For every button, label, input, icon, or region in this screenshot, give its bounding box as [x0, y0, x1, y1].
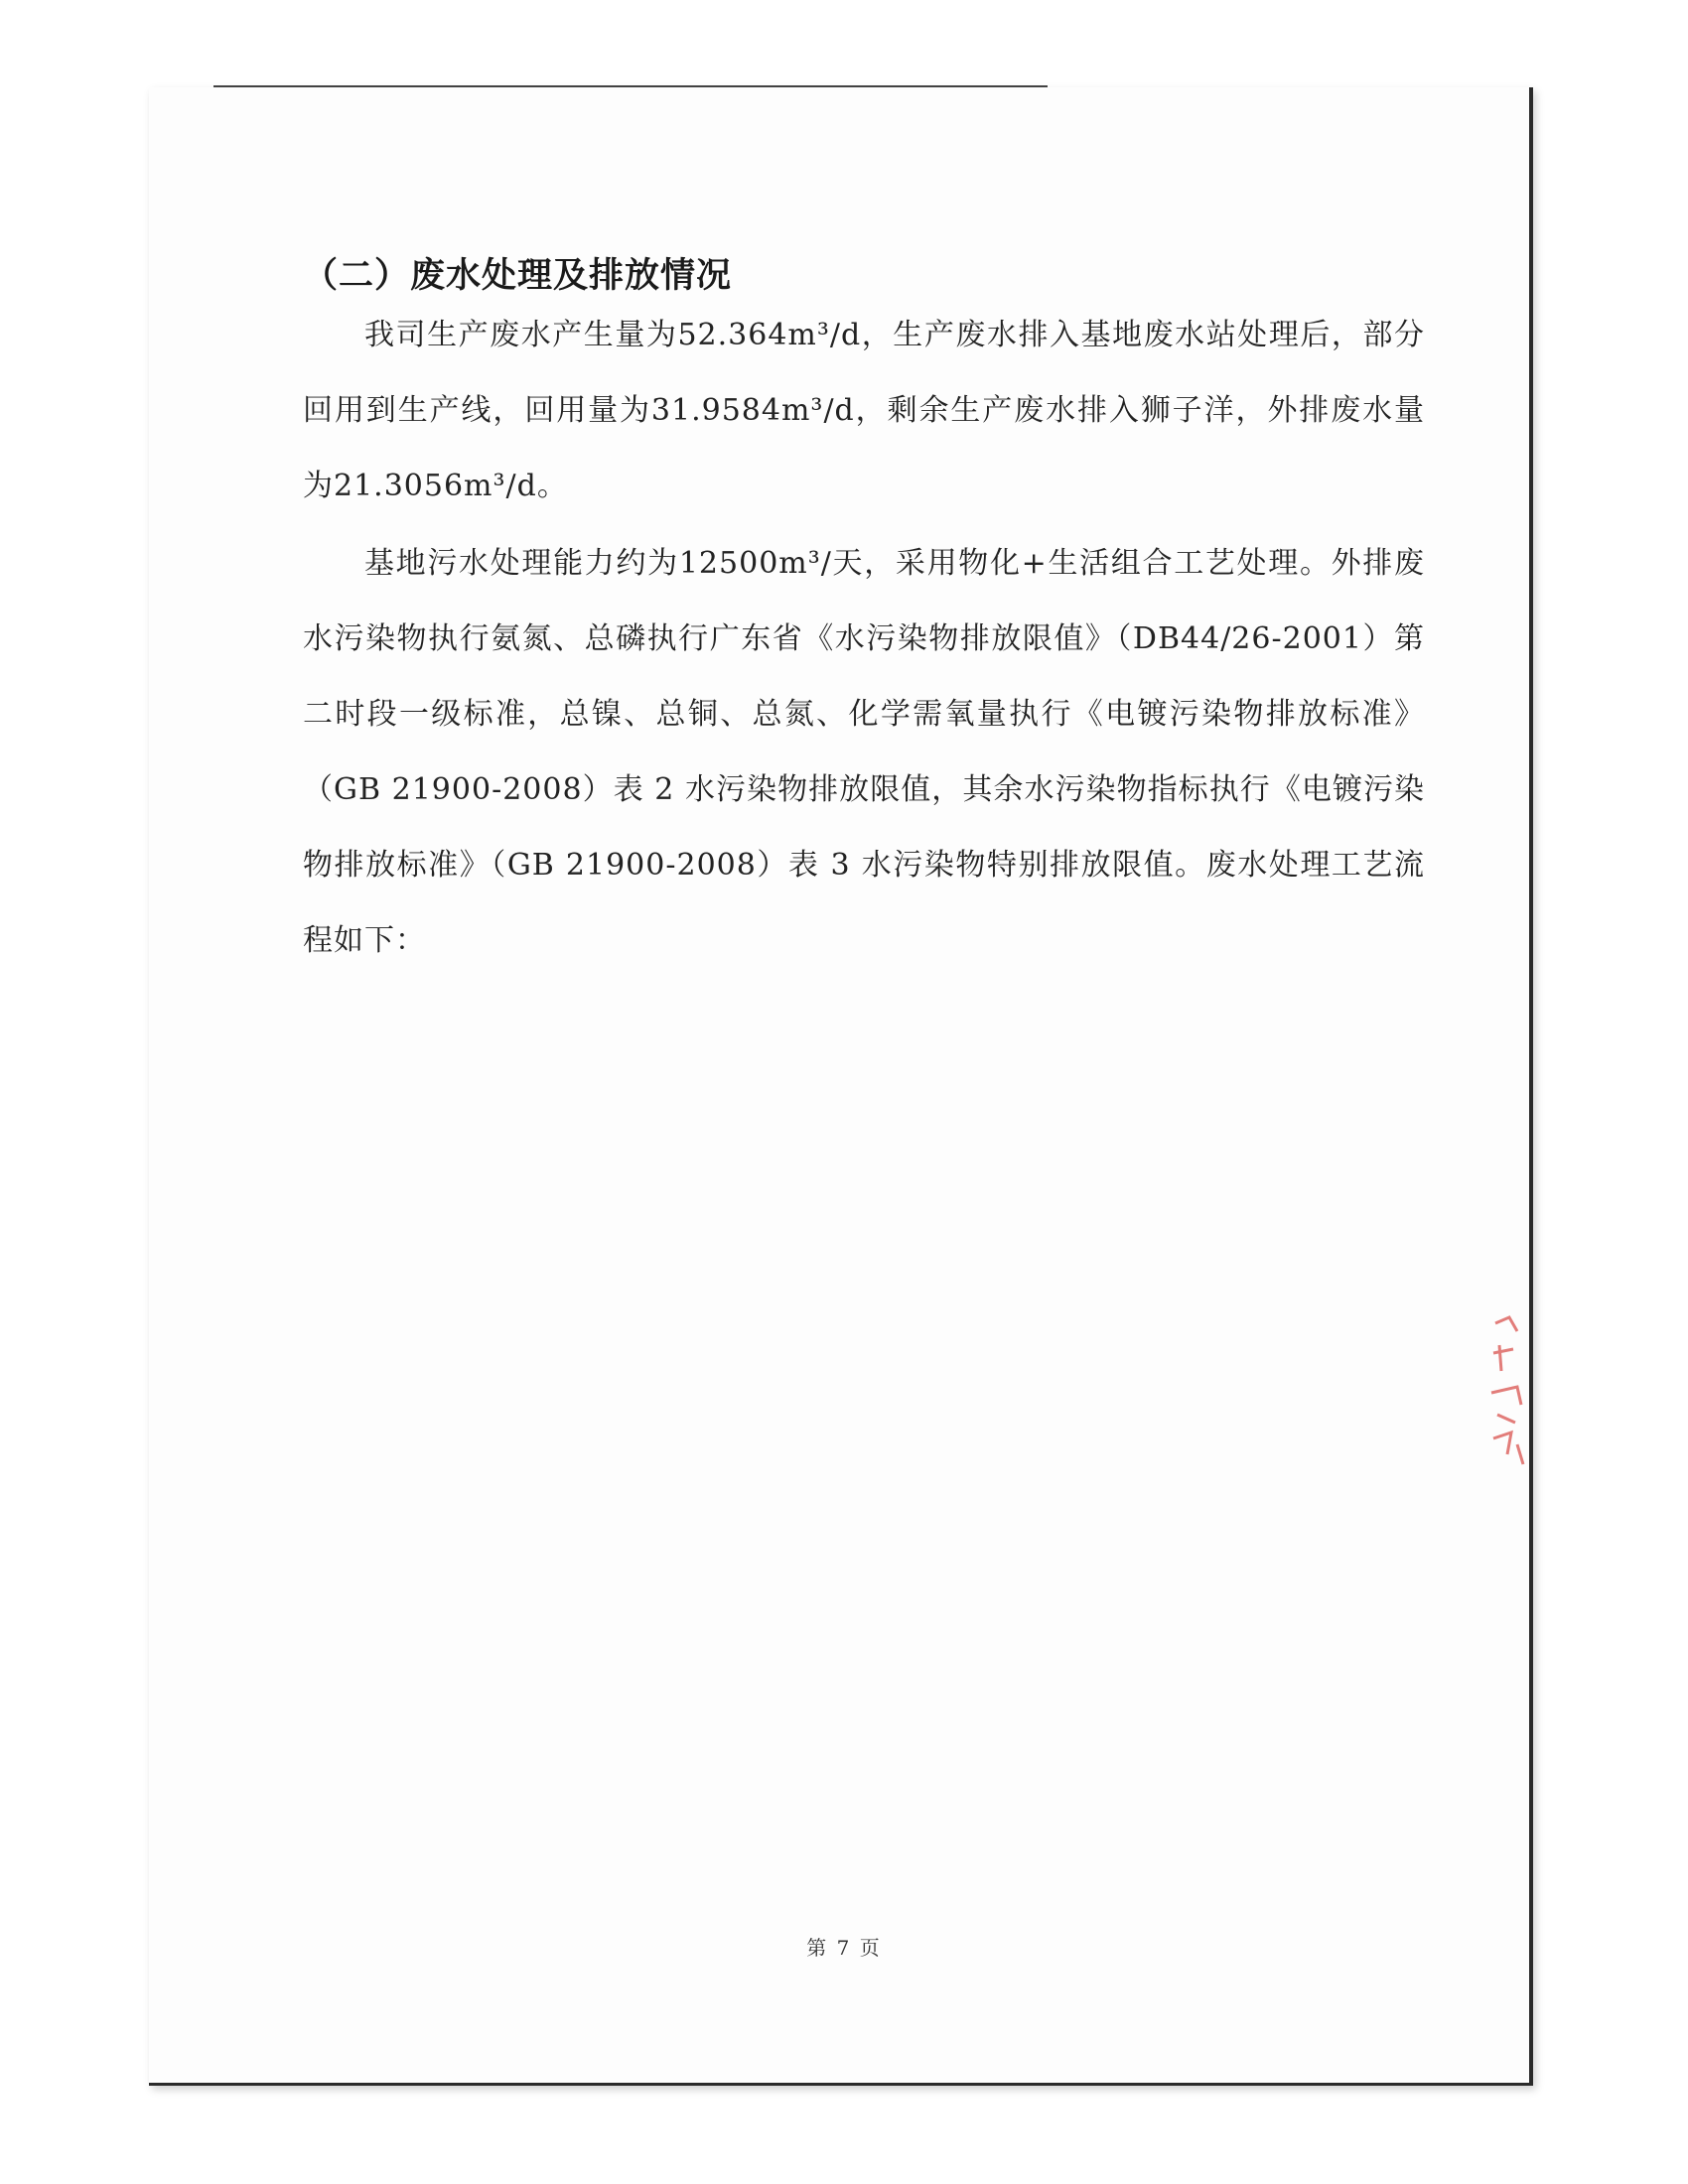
paragraph-treatment-standards: 基地污水处理能力约为12500m³/天，采用物化+生活组合工艺处理。外排废水污染物执行氨氮、总磷执行广东省《水污染物排放限值》（DB44/26-2001）第二时段一级标准，总镍、总铜、总氮、化学需氧量执行《电镀污染物排放标准》（GB 21900-2008）表 2 水污染物排放限值，其余水污染物指标执行《电镀污染物排放标准》（GB 21900-2008）表 3 水污染物特别排放限值。废水处理工艺流程如下： — [303, 546, 1425, 958]
seal-fragment-icon — [1487, 1305, 1527, 1474]
page-number: 第 7 页 — [806, 1936, 882, 1960]
section-heading: （二）废水处理及排放情况 — [303, 256, 733, 296]
paragraph-wastewater-volume: 我司生产废水产生量为52.364m³/d，生产废水排入基地废水站处理后，部分回用到生产线，回用量为31.9584m³/d，剩余生产废水排入狮子洋，外排废水量为21.3056m³/d。 — [303, 318, 1425, 503]
